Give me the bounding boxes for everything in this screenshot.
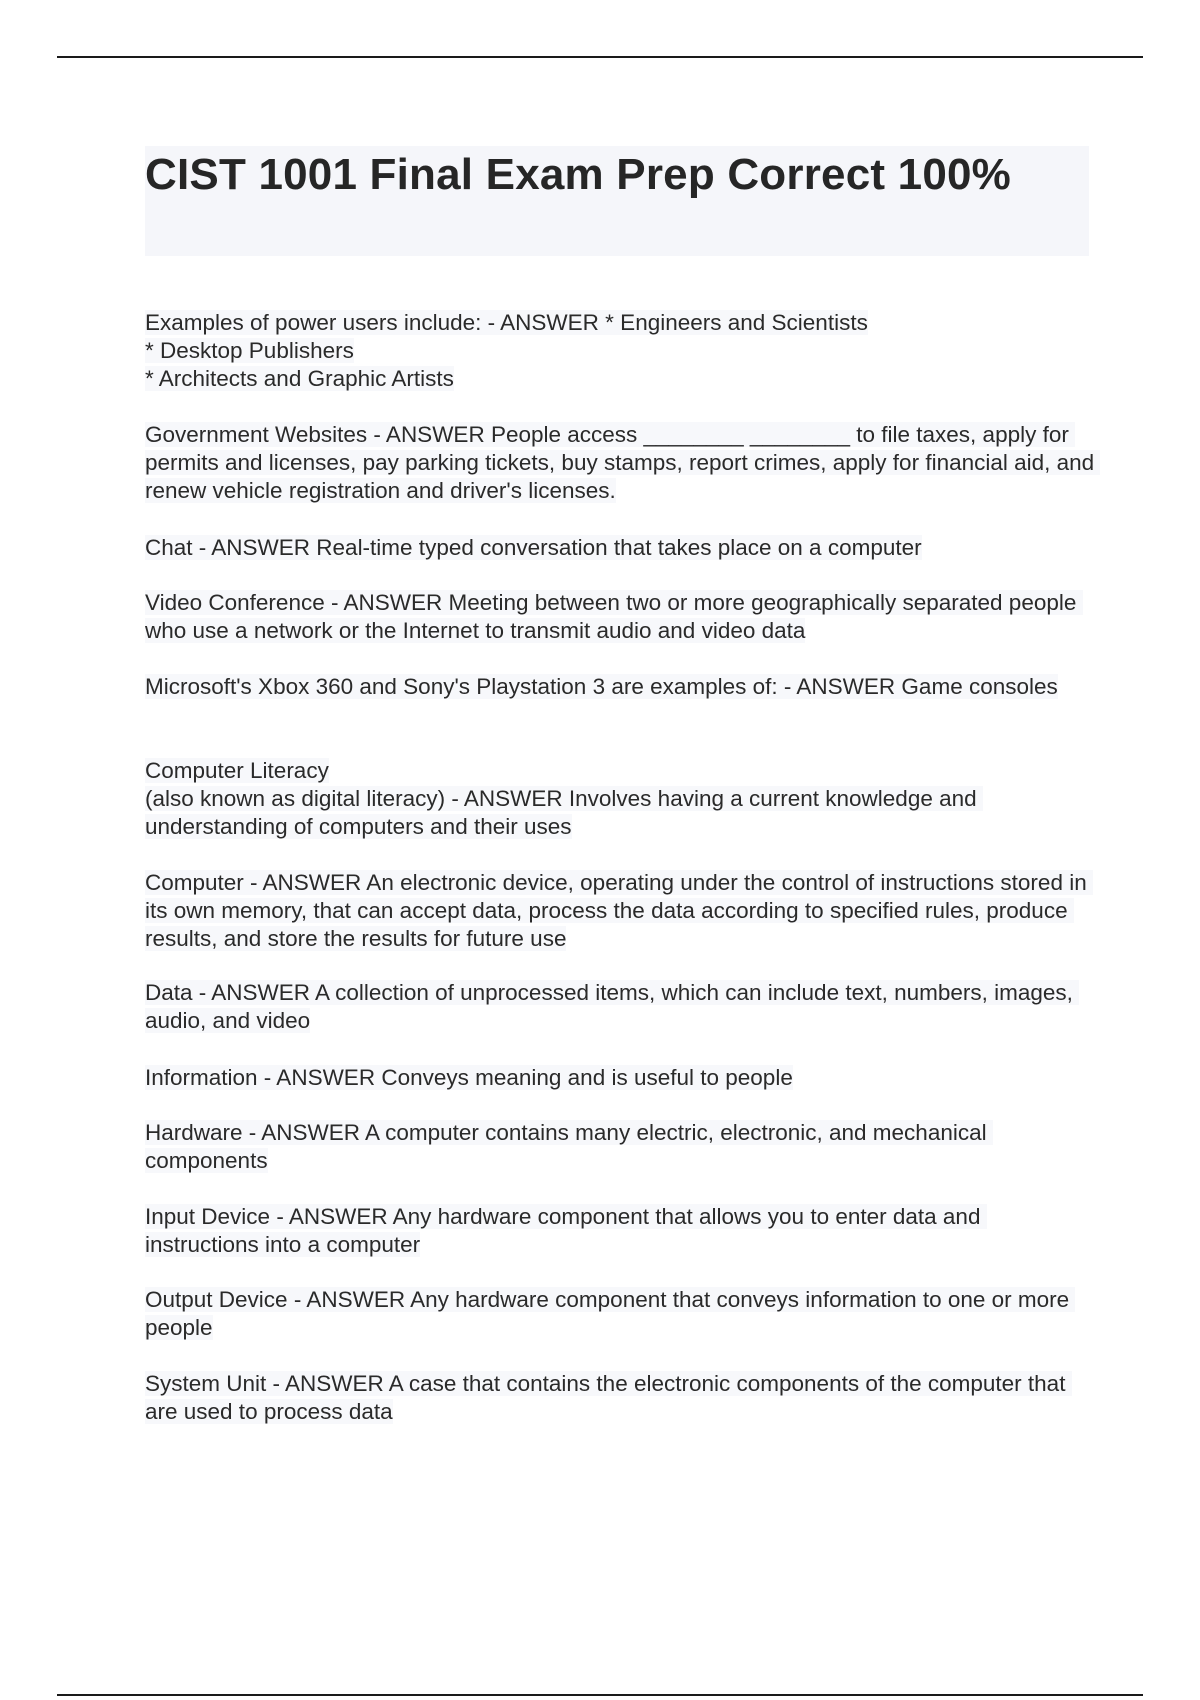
qa-item xyxy=(145,757,1095,841)
bottom-rule xyxy=(57,1694,1143,1696)
qa-item xyxy=(145,979,1095,1035)
qa-item-text: Examples of power users include: - ANSWER * Engineers and Scientists * Desktop Publishers * Architects and Graphic Artists xyxy=(145,310,868,391)
qa-item-text: Input Device - ANSWER Any hardware component that allows you to enter data and instructions into a computer xyxy=(145,1204,987,1257)
qa-item-text: Computer - ANSWER An electronic device, operating under the control of instructions stored in its own memory, that can accept data, process the data according to specified rules, produce results, and store the results for future use xyxy=(145,870,1093,951)
qa-item-text: Government Websites - ANSWER People access ________ ________ to file taxes, apply for permits and licenses, pay parking tickets, buy stamps, report crimes, apply for financial aid, and renew vehicle registration and driver's licenses. xyxy=(145,422,1101,503)
qa-item xyxy=(145,309,868,393)
qa-item xyxy=(145,589,1095,645)
qa-item-text: Output Device - ANSWER Any hardware component that conveys information to one or more people xyxy=(145,1287,1076,1340)
qa-item xyxy=(145,869,1095,953)
qa-item xyxy=(145,1064,793,1092)
qa-item xyxy=(145,534,922,562)
qa-item xyxy=(145,673,1058,701)
qa-item xyxy=(145,1119,1095,1175)
qa-item-text: Data - ANSWER A collection of unprocessed items, which can include text, numbers, images, audio, and video xyxy=(145,980,1080,1033)
qa-item-text: Hardware - ANSWER A computer contains many electric, electronic, and mechanical components xyxy=(145,1120,993,1173)
qa-item-text: Microsoft's Xbox 360 and Sony's Playstation 3 are examples of: - ANSWER Game consoles xyxy=(145,674,1058,699)
qa-item xyxy=(145,421,1101,505)
qa-item-text: Computer Literacy (also known as digital literacy) - ANSWER Involves having a current knowledge and understanding of computers and their uses xyxy=(145,758,983,839)
qa-item xyxy=(145,1203,1095,1259)
qa-item-text: Chat - ANSWER Real-time typed conversation that takes place on a computer xyxy=(145,535,922,560)
qa-item xyxy=(145,1286,1095,1342)
document-title: CIST 1001 Final Exam Prep Correct 100% xyxy=(145,150,1011,199)
title-block xyxy=(145,146,1089,256)
qa-item xyxy=(145,1370,1095,1426)
top-rule xyxy=(57,56,1143,58)
qa-item-text: Video Conference - ANSWER Meeting between two or more geographically separated people who use a network or the Internet to transmit audio and video data xyxy=(145,590,1083,643)
qa-item-text: System Unit - ANSWER A case that contains the electronic components of the computer that are used to process data xyxy=(145,1371,1072,1424)
qa-item-text: Information - ANSWER Conveys meaning and is useful to people xyxy=(145,1065,793,1090)
